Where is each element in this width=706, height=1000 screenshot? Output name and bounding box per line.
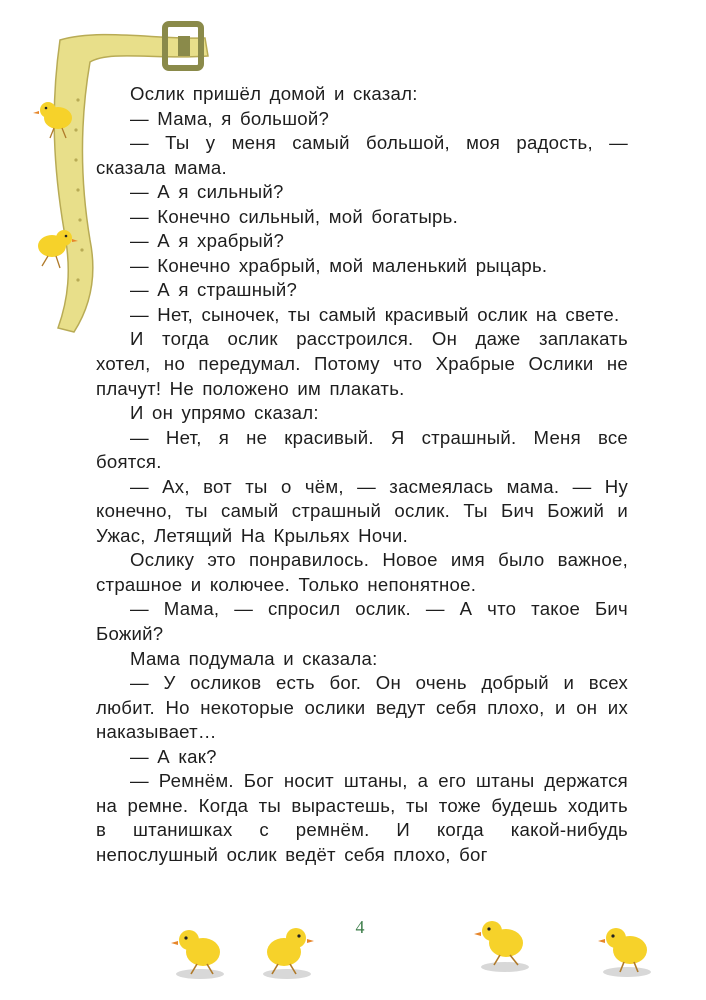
paragraph: — Нет, я не красивый. Я страшный. Меня все боятся.	[96, 426, 628, 473]
paragraph: Мама подумала и сказала:	[130, 647, 378, 669]
paragraph: И тогда ослик расстроился. Он даже заплакать хотел, но передумал. Потому что Храбрые Ослики не плачут! Не положено им плакать.	[96, 328, 628, 399]
page-number: 4	[355, 917, 365, 937]
paragraph: — Нет, сыночек, ты самый красивый ослик на свете.	[130, 303, 620, 325]
paragraph: — А я страшный?	[130, 279, 298, 301]
paragraph: — Мама, я большой?	[130, 107, 330, 129]
paragraph: — Ты у меня самый большой, моя радость, — сказала мама.	[96, 132, 628, 178]
paragraph: — Ремнём. Бог носит штаны, а его штаны держатся на ремне. Когда ты вырастешь, ты тоже будешь ходить в штанишках с ремнём. И когда какой-нибудь непослушный ослик ведёт себя плохо, бог	[96, 770, 628, 865]
story-text	[96, 82, 628, 868]
paragraph: — Конечно сильный, мой богатырь.	[130, 205, 459, 227]
paragraph: И он упрямо сказал:	[130, 402, 319, 424]
paragraph: — Ах, вот ты о чём, — засмеялась мама. — Ну конечно, ты самый страшный ослик. Ты Бич Божий и Ужас, Летящий На Крыльях Ночи.	[96, 475, 628, 546]
paragraph: — У осликов есть бог. Он очень добрый и всех любит. Но некоторые ослики ведут себя плохо, и он их наказывает…	[96, 672, 628, 743]
paragraph: — А я сильный?	[130, 181, 284, 203]
chick-icon	[252, 912, 322, 982]
paragraph: — А как?	[130, 745, 217, 767]
chick-icon	[165, 912, 235, 982]
paragraph: — Мама, — спросил ослик. — А что такое Бич Божий?	[96, 598, 628, 645]
paragraph: — А я храбрый?	[130, 230, 285, 252]
chick-icon	[470, 905, 540, 975]
chick-icon	[592, 910, 662, 980]
paragraph: Ослик пришёл домой и сказал:	[130, 83, 418, 104]
paragraph: Ослику это понравилось. Новое имя было важное, страшное и колючее. Только непонятное.	[96, 549, 628, 595]
paragraph: — Конечно храбрый, мой маленький рыцарь.	[130, 254, 548, 276]
